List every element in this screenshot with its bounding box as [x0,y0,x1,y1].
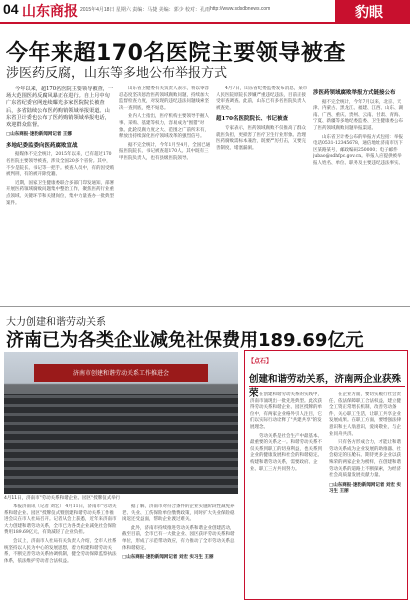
editorial-title: 创建和谐劳动关系，济南两企业获殊荣 [249,374,402,399]
subhead-report-channels: 涉医药领域腐败举报方式链接公布 [313,90,396,96]
body-paragraph: 业内人士指出，医疗机构主要领导手握人事、采购、基建等权力，容易成为"围猎"对象。此轮反腐力度之大、范围之广前所未有，释放出持续深化医疗领域改革的强烈信号。 [119,114,209,140]
stage-banner [34,364,208,382]
main-subheadline: 涉医药反腐，山东等多地公布举报方式 [6,66,228,81]
page-number: 04 [3,1,19,17]
site-url[interactable]: http://www.sdsdbnews.com [210,6,271,12]
story1-column-2 [119,86,211,301]
header-rule [0,22,410,24]
story1-column-1 [6,86,114,301]
body-paragraph: 专家表示，医药领域腐败不仅推高了群众就医负担，更损害了医疗卫生行业形象。治理医药腐败需标本兼治，既要严厉打击，又要完善制度、堵塞漏洞。 [216,125,306,151]
audience-rows [4,394,238,494]
page-header [0,0,410,22]
meeting-photo [4,352,238,494]
editorial-tag: 【点石】 [248,358,273,365]
body-paragraph: 会议上，济南市人社局有关负责人介绍，全市人社系统坚持以人民为中心的发展思想，着力构建和谐劳动关系，不断完善劳动关系协调机制，健全劳动保障监察执法体系，依法维护劳动者合法权益。 [4,538,117,564]
editorial-credit: □山东商报·速豹新闻网记者 刘宏 实习生 王丽 [329,482,401,495]
story2-credit: □山东商报·速豹新闻网记者 刘宏 实习生 王丽 [122,555,214,561]
story1-credit: □山东商报·速豹新闻网记者 王娜 [6,132,72,138]
story2-kicker: 大力创建和谐劳动关系 [6,317,106,328]
body-paragraph: 山东省卫健委有关负责人表示，将以零容忍态度坚决惩治医药领域腐败问题，持续加大监督检查力度，对发现的违纪违法问题线索坚决一查到底，绝不姑息。 [119,86,209,111]
section-divider [0,306,410,307]
editorial-rule [249,386,405,387]
stage-banner-text: 济南市创建和谐劳动关系工作推进会 [72,370,169,377]
subhead-crackdown: 多地纪委监委向医药腐败宣战 [6,142,78,149]
body-paragraph: 据不完全统计，今年1月至4月，全国已通报医院院长、书记被查超170人。其中既有三甲医院负责人，也有县级医院领导。 [119,142,211,161]
issue-meta: 2015年4月18日 星期六 责编：马捷 美编：郭少 校对：孔雨 [80,7,211,13]
section-name: 山东商报 [22,3,78,19]
story1-column-3 [216,86,308,301]
editorial-column-1 [250,392,324,594]
body-paragraph: 在企业方面，要切实履行社会责任，依法保障职工合法权益，建立健全工资正常增长机制，改善劳动条件，关心职工生活，让职工共享企业发展成果。在职工方面，要增强法律意识和主人翁意识，爱岗敬业，与企业同舟共济。 [329,392,401,437]
body-paragraph: 据不完全统计，今年7月以来，北京、天津、内蒙古、黑龙江、福建、江西、山东、湖南、广西、重庆、贵州、云南、甘肃、青海、宁夏、新疆等多地纪委监委、卫生健康委公布了医药领域腐败问题举报渠道。 [313,99,403,131]
editorial-column-2 [329,392,403,594]
story2-column-1 [4,504,117,598]
subhead-170-officials: 超170名医院院长、书记被查 [216,116,288,123]
body-paragraph: 山东省卫计委公布的举报方式包括：举报电话0531-12345678，通信地址济南市历下区某路某号，邮政编码250000；电子邮件jubao@sdhfpc.gov.cn。举报人应提供被举报人姓名、单位、职务及主要违纪违法事实。 [313,134,403,166]
body-paragraph: 只有各方形成合力，才能让和谐劳动关系成为企业发展的助推器、社会稳定的压舱石。期待更多企业以获殊荣的两家企业为榜样，在创建和谐劳动关系的道路上不断探索，为经济社会高质量发展贡献力量。 [329,440,401,479]
masthead-title: 豹眼 [355,4,383,20]
body-paragraph: 劳动关系是社会生产中最基本、最重要的关系之一。和谐劳动关系不仅关系到职工的切身利益，也关系到企业的健康发展和社会的和谐稳定。构建和谐劳动关系，需要政府、企业、职工三方共同努力。 [250,433,322,472]
story2-headline: 济南已为各类企业减免社保费用189.69亿元 [6,330,364,351]
masthead-badge [335,0,410,22]
story2-lead: 本报济南讯（记者 刘宏） 4月11日，济南市"劳动关系和谐企业、园区"授牌仪式暨创建和谐劳动关系工作推进会议在市人社局召开。记者从会上获悉，近年来济南市大力创建和谐劳动关系，全市已为各类企业减免社会保险费用189.69亿元，有效减轻了企业负担。 [4,504,117,536]
body-paragraph: 此外，济南市持续推进劳动关系和谐企业创建活动，截至目前，全市已有一大批企业、园区获评劳动关系和谐单位，形成了示范带动效应，有力推动了全市劳动关系总体和谐稳定。 [122,525,235,551]
story1-lead: 今年以来，超170名医院主要领导被查，一场大范围医药反腐风暴正在进行。自上月中旬广东省纪委官网连续曝光多家医院院长被查后，多省陆续公布医药购销领域举报渠道。山东省卫计委也公布了医药购销领域举报电话，欢迎群众监督。 [6,86,114,129]
story1-column-4 [313,86,405,301]
body-paragraph: 近期，国家卫生健康委联合多部门印发通知，部署开展医药领域腐败问题集中整治工作，聚焦医药行业重点领域、关键环节和关键岗位，集中力量查办一批典型案件。 [6,180,114,206]
photo-caption: 4月11日，济南市"劳动关系和谐企业、园区"授牌仪式举行 [4,496,121,501]
story2-column-2 [122,504,238,598]
body-paragraph: 据媒体不完全统计，2015年以来，已有超过170名医院主要领导被查，涉及全国20多个省份。其中，不少是院长、书记等一把手。被查人员中，有的因受贿被判刑，有的被开除党籍。 [6,152,114,178]
body-paragraph: 4月7日，山东省纪委监委发布消息，某市人民医院原院长涉嫌严重违纪违法，目前正接受审查调查。此前，山东已有多名医院负责人被查处。 [216,86,308,111]
main-headline: 今年来超170名医院主要领导被查 [6,41,346,66]
body-paragraph: 在创建和谐劳动关系的实践中，济南市涌现出一批先进典型。此次获得劳动关系和谐企业、园区授牌的单位中，有两家企业格外引人注目，它们以实际行动诠释了"共建共享"的发展理念。 [250,392,322,430]
body-paragraph: 据了解，济南市对符合条件的企业实施阶段性减免养老、失业、工伤保险单位缴费政策，同时扩大失业保险稳岗返还受益面，帮助企业渡过难关。 [122,504,235,523]
